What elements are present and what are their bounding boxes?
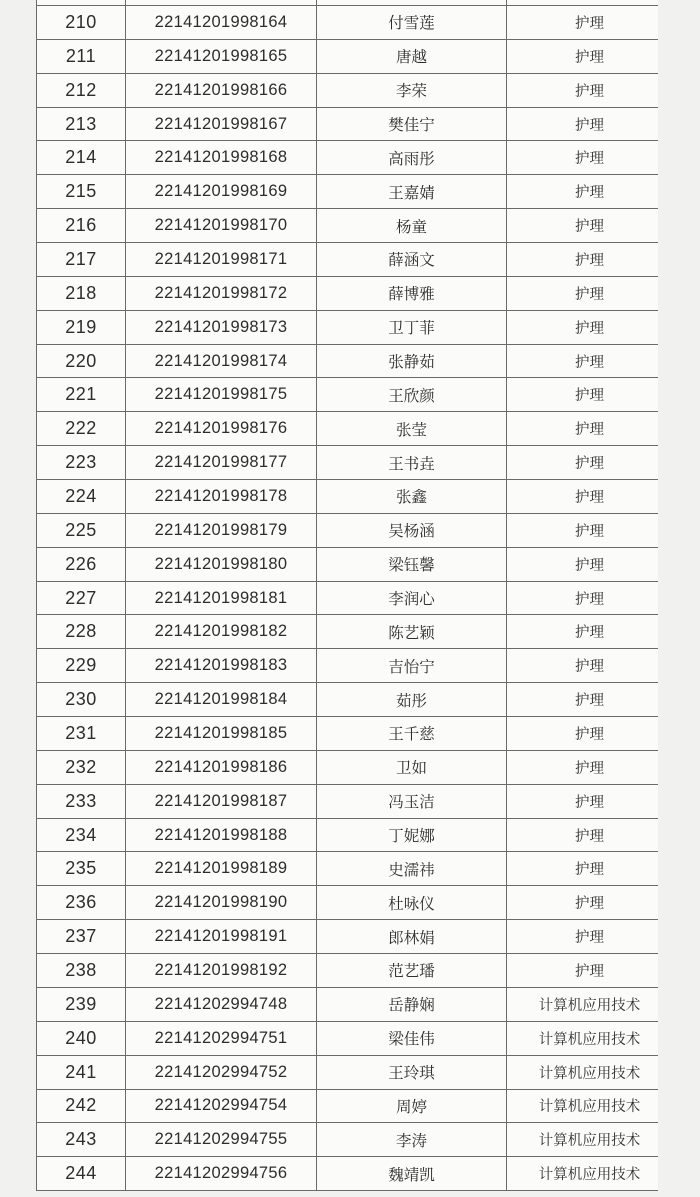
student-id-cell: 22141201998165 — [126, 40, 317, 74]
row-number-cell: 244 — [37, 1157, 126, 1191]
major-cell: 护理 — [507, 886, 658, 920]
major-cell: 护理 — [507, 345, 658, 379]
table-row — [37, 277, 658, 311]
table-row — [37, 209, 658, 243]
row-number-cell: 212 — [37, 74, 126, 108]
row-number-cell: 241 — [37, 1056, 126, 1090]
row-number-cell: 226 — [37, 548, 126, 582]
major-cell: 护理 — [507, 785, 658, 819]
student-id-cell: 22141201998180 — [126, 548, 317, 582]
student-name-cell: 樊佳宁 — [317, 108, 507, 142]
major-cell: 护理 — [507, 243, 658, 277]
student-name-cell: 岳静娴 — [317, 988, 507, 1022]
major-cell: 护理 — [507, 209, 658, 243]
table-row — [37, 954, 658, 988]
student-name-cell: 梁钰馨 — [317, 548, 507, 582]
table-row — [37, 108, 658, 142]
row-number-cell: 222 — [37, 412, 126, 446]
row-number-cell: 242 — [37, 1090, 126, 1124]
student-name-cell: 吴杨涵 — [317, 514, 507, 548]
major-cell: 护理 — [507, 582, 658, 616]
student-name-cell: 薛博雅 — [317, 277, 507, 311]
table-row — [37, 141, 658, 175]
major-cell: 护理 — [507, 514, 658, 548]
row-number-cell: 218 — [37, 277, 126, 311]
student-name-cell: 王千慈 — [317, 717, 507, 751]
row-number-cell: 224 — [37, 480, 126, 514]
major-cell: 护理 — [507, 446, 658, 480]
student-id-cell: 22141201998173 — [126, 311, 317, 345]
major-cell: 计算机应用技术 — [507, 1157, 658, 1191]
roster-table — [36, 0, 658, 1191]
row-number-cell: 229 — [37, 649, 126, 683]
student-id-cell: 22141201998167 — [126, 108, 317, 142]
student-id-cell: 22141201998182 — [126, 615, 317, 649]
student-id-cell: 22141201998171 — [126, 243, 317, 277]
table-row — [37, 1123, 658, 1157]
row-number-cell: 213 — [37, 108, 126, 142]
row-number-cell: 228 — [37, 615, 126, 649]
row-number-cell: 215 — [37, 175, 126, 209]
major-cell: 护理 — [507, 378, 658, 412]
student-id-cell: 22141201998190 — [126, 886, 317, 920]
student-id-cell: 22141201998189 — [126, 852, 317, 886]
student-id-cell: 22141201998176 — [126, 412, 317, 446]
table-row — [37, 886, 658, 920]
major-cell: 护理 — [507, 548, 658, 582]
table-row — [37, 852, 658, 886]
table-row — [37, 615, 658, 649]
table-row — [37, 446, 658, 480]
row-number-cell: 231 — [37, 717, 126, 751]
major-cell: 护理 — [507, 480, 658, 514]
table-row — [37, 717, 658, 751]
student-id-cell: 22141201998185 — [126, 717, 317, 751]
student-id-cell: 22141202994755 — [126, 1123, 317, 1157]
student-name-cell: 张静茹 — [317, 345, 507, 379]
table-row — [37, 582, 658, 616]
student-name-cell: 史濡祎 — [317, 852, 507, 886]
row-number-cell: 223 — [37, 446, 126, 480]
student-name-cell: 张莹 — [317, 412, 507, 446]
major-cell: 护理 — [507, 920, 658, 954]
row-number-cell: 235 — [37, 852, 126, 886]
table-row — [37, 819, 658, 853]
student-name-cell: 王书垚 — [317, 446, 507, 480]
student-id-cell: 22141201998179 — [126, 514, 317, 548]
student-id-cell: 22141201998183 — [126, 649, 317, 683]
table-row — [37, 1157, 658, 1191]
table-row — [37, 1056, 658, 1090]
row-number-cell: 217 — [37, 243, 126, 277]
student-name-cell: 李荣 — [317, 74, 507, 108]
student-id-cell: 22141202994754 — [126, 1090, 317, 1124]
major-cell: 护理 — [507, 683, 658, 717]
major-cell: 护理 — [507, 141, 658, 175]
table-row — [37, 311, 658, 345]
student-id-cell: 22141201998170 — [126, 209, 317, 243]
student-id-cell: 22141202994751 — [126, 1022, 317, 1056]
row-number-cell: 225 — [37, 514, 126, 548]
student-id-cell: 22141201998177 — [126, 446, 317, 480]
student-id-cell: 22141201998172 — [126, 277, 317, 311]
table-row — [37, 514, 658, 548]
student-id-cell: 22141201998181 — [126, 582, 317, 616]
student-name-cell: 李涛 — [317, 1123, 507, 1157]
student-name-cell: 李润心 — [317, 582, 507, 616]
student-name-cell: 范艺璠 — [317, 954, 507, 988]
row-number-cell: 239 — [37, 988, 126, 1022]
row-number-cell: 210 — [37, 6, 126, 40]
row-number-cell: 243 — [37, 1123, 126, 1157]
row-number-cell: 238 — [37, 954, 126, 988]
major-cell: 护理 — [507, 852, 658, 886]
student-name-cell: 杨童 — [317, 209, 507, 243]
student-id-cell: 22141201998174 — [126, 345, 317, 379]
table-row — [37, 1022, 658, 1056]
table-row — [37, 378, 658, 412]
major-cell: 护理 — [507, 615, 658, 649]
student-id-cell: 22141201998191 — [126, 920, 317, 954]
row-number-cell: 234 — [37, 819, 126, 853]
table-row — [37, 345, 658, 379]
table-row — [37, 1090, 658, 1124]
student-name-cell: 唐越 — [317, 40, 507, 74]
table-row — [37, 480, 658, 514]
row-number-cell: 240 — [37, 1022, 126, 1056]
row-number-cell: 236 — [37, 886, 126, 920]
student-id-cell: 22141201998164 — [126, 6, 317, 40]
student-name-cell: 茹彤 — [317, 683, 507, 717]
student-name-cell: 王嘉婧 — [317, 175, 507, 209]
table-row — [37, 683, 658, 717]
student-id-cell: 22141202994756 — [126, 1157, 317, 1191]
major-cell: 计算机应用技术 — [507, 1056, 658, 1090]
student-id-cell: 22141201998186 — [126, 751, 317, 785]
student-name-cell: 吉怡宁 — [317, 649, 507, 683]
row-number-cell: 219 — [37, 311, 126, 345]
student-name-cell: 王玲琪 — [317, 1056, 507, 1090]
major-cell: 护理 — [507, 751, 658, 785]
student-id-cell: 22141201998169 — [126, 175, 317, 209]
student-id-cell: 22141201998192 — [126, 954, 317, 988]
student-id-cell: 22141202994748 — [126, 988, 317, 1022]
major-cell: 护理 — [507, 40, 658, 74]
row-number-cell: 216 — [37, 209, 126, 243]
major-cell: 护理 — [507, 412, 658, 446]
table-row — [37, 175, 658, 209]
row-number-cell: 237 — [37, 920, 126, 954]
row-number-cell: 233 — [37, 785, 126, 819]
student-name-cell: 周婷 — [317, 1090, 507, 1124]
student-id-cell: 22141201998168 — [126, 141, 317, 175]
major-cell: 计算机应用技术 — [507, 1123, 658, 1157]
major-cell: 护理 — [507, 175, 658, 209]
table-row — [37, 649, 658, 683]
student-name-cell: 郎林娟 — [317, 920, 507, 954]
table-row — [37, 74, 658, 108]
student-id-cell: 22141201998184 — [126, 683, 317, 717]
major-cell: 护理 — [507, 717, 658, 751]
student-id-cell: 22141201998187 — [126, 785, 317, 819]
table-row — [37, 243, 658, 277]
student-id-cell: 22141202994752 — [126, 1056, 317, 1090]
student-name-cell: 杜咏仪 — [317, 886, 507, 920]
major-cell: 护理 — [507, 277, 658, 311]
major-cell: 护理 — [507, 108, 658, 142]
table-row — [37, 412, 658, 446]
student-name-cell: 卫如 — [317, 751, 507, 785]
student-id-cell: 22141201998188 — [126, 819, 317, 853]
row-number-cell: 214 — [37, 141, 126, 175]
row-number-cell: 227 — [37, 582, 126, 616]
student-id-cell: 22141201998178 — [126, 480, 317, 514]
student-name-cell: 王欣颜 — [317, 378, 507, 412]
row-number-cell: 232 — [37, 751, 126, 785]
student-name-cell: 梁佳伟 — [317, 1022, 507, 1056]
table-row — [37, 6, 658, 40]
table-row — [37, 785, 658, 819]
student-id-cell: 22141201998166 — [126, 74, 317, 108]
row-number-cell: 211 — [37, 40, 126, 74]
student-name-cell: 高雨彤 — [317, 141, 507, 175]
student-name-cell: 魏靖凯 — [317, 1157, 507, 1191]
student-name-cell: 冯玉洁 — [317, 785, 507, 819]
student-name-cell: 陈艺颖 — [317, 615, 507, 649]
major-cell: 护理 — [507, 819, 658, 853]
row-number-cell: 221 — [37, 378, 126, 412]
table-row — [37, 988, 658, 1022]
student-name-cell: 付雪莲 — [317, 6, 507, 40]
major-cell: 计算机应用技术 — [507, 988, 658, 1022]
major-cell: 护理 — [507, 74, 658, 108]
student-name-cell: 张鑫 — [317, 480, 507, 514]
table-row — [37, 548, 658, 582]
student-name-cell: 薛涵文 — [317, 243, 507, 277]
major-cell: 计算机应用技术 — [507, 1022, 658, 1056]
major-cell: 计算机应用技术 — [507, 1090, 658, 1124]
table-row — [37, 751, 658, 785]
major-cell: 护理 — [507, 954, 658, 988]
major-cell: 护理 — [507, 311, 658, 345]
table-row — [37, 40, 658, 74]
row-number-cell: 220 — [37, 345, 126, 379]
student-id-cell: 22141201998175 — [126, 378, 317, 412]
table-row — [37, 920, 658, 954]
row-number-cell: 230 — [37, 683, 126, 717]
major-cell: 护理 — [507, 649, 658, 683]
major-cell: 护理 — [507, 6, 658, 40]
student-name-cell: 丁妮娜 — [317, 819, 507, 853]
student-name-cell: 卫丁菲 — [317, 311, 507, 345]
